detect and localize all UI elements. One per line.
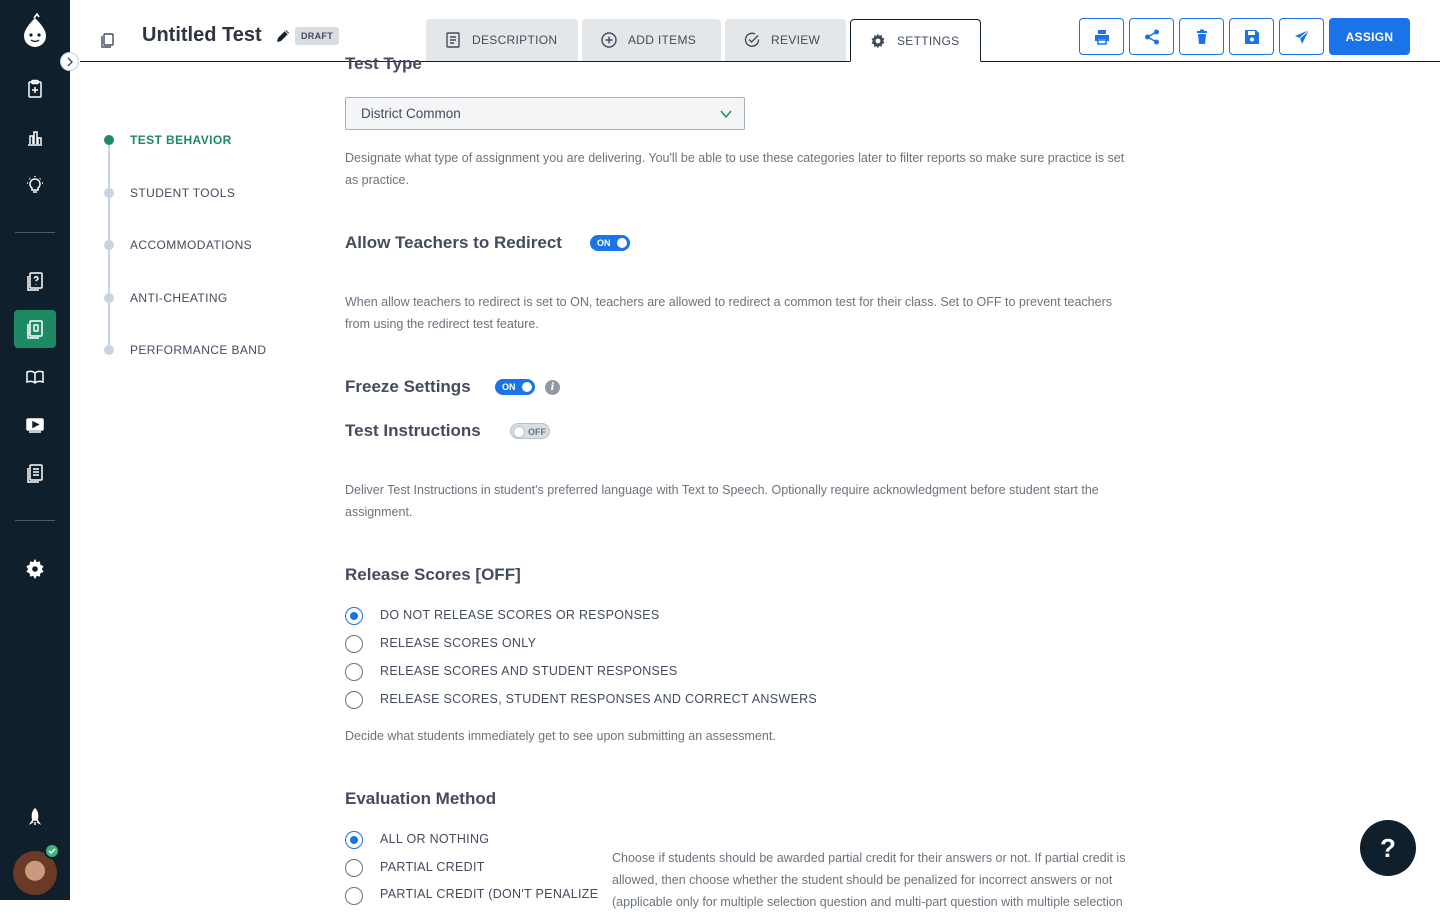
save-button[interactable] [1229,18,1274,55]
page-title: Untitled Test [142,24,262,46]
assignments-icon[interactable] [14,70,56,108]
rocket-icon[interactable] [14,798,56,836]
release-option-radio[interactable] [345,635,363,653]
publish-icon [1294,29,1310,45]
print-icon [1094,29,1110,45]
evaluation-option-radio[interactable] [345,887,363,905]
tab-label: ADD ITEMS [628,33,697,47]
release-option-label[interactable]: RELEASE SCORES ONLY [380,636,537,650]
nav-item-test-behavior[interactable]: TEST BEHAVIOR [130,133,232,147]
nav-dot [104,188,114,198]
nav-dot [104,345,114,355]
test-type-selected: District Common [361,106,461,121]
evaluation-option-radio[interactable] [345,859,363,877]
share-button[interactable] [1129,18,1174,55]
app-logo-icon[interactable] [22,14,48,48]
delete-icon [1194,29,1210,45]
release-option-label[interactable]: DO NOT RELEASE SCORES OR RESPONSES [380,608,660,622]
document-icon [444,31,462,49]
copy-icon[interactable] [99,31,117,49]
check-circle-icon [743,31,761,49]
status-badge: DRAFT [295,27,339,45]
nav-dot [104,240,114,250]
nav-item-anti-cheating[interactable]: ANTI-CHEATING [130,291,228,305]
content-icon[interactable] [14,454,56,492]
print-button[interactable] [1079,18,1124,55]
sidebar-divider [15,520,55,521]
nav-item-student-tools[interactable]: STUDENT TOOLS [130,186,236,200]
tab-description[interactable] [426,19,578,61]
release-scores-heading: Release Scores [OFF] [345,565,521,584]
publish-button[interactable] [1279,18,1324,55]
settings-icon[interactable] [14,550,56,588]
test-type-description: Designate what type of assignment you are delivering. You'll be able to use these categories later to filter reports so make sure practice is set as practice. [345,151,1125,187]
test-type-heading: Test Type [345,54,422,73]
redirect-heading: Allow Teachers to Redirect [345,233,562,252]
save-icon [1244,29,1260,45]
tab-add-items[interactable] [582,19,721,61]
evaluation-heading: Evaluation Method [345,789,497,808]
evaluation-option-label[interactable]: ALL OR NOTHING [380,832,490,846]
insights-icon[interactable] [14,166,56,204]
freeze-heading: Freeze Settings [345,377,471,396]
tab-label: DESCRIPTION [472,33,558,47]
release-option-label[interactable]: RELEASE SCORES, STUDENT RESPONSES AND CORRECT ANSWERS [380,692,818,706]
evaluation-option-label[interactable]: PARTIAL CREDIT [380,860,485,874]
header-divider [80,61,1440,62]
evaluation-option-radio[interactable] [345,831,363,849]
nav-item-performance-band[interactable]: PERFORMANCE BAND [130,343,267,357]
expand-sidebar-chevron-icon[interactable] [60,52,79,71]
sidebar-divider [15,232,55,233]
playlist-icon[interactable] [14,358,56,396]
share-icon [1144,29,1160,45]
delete-button[interactable] [1179,18,1224,55]
instructions-heading: Test Instructions [345,421,481,440]
evaluation-option-label[interactable]: PARTIAL CREDIT (DON'T PENALIZE [380,887,599,901]
test-library-icon[interactable] [14,310,56,348]
release-option-radio[interactable] [345,663,363,681]
release-scores-description: Decide what students immediately get to see upon submitting an assessment. [345,729,776,743]
instructions-toggle[interactable]: OFF [510,423,550,439]
info-icon[interactable]: i [545,380,560,395]
nav-dot [104,135,114,145]
gear-icon [869,32,887,50]
nav-item-accommodations[interactable]: ACCOMMODATIONS [130,238,253,252]
redirect-description: When allow teachers to redirect is set to ON, teachers are allowed to redirect a common test for their class. Set to OFF to prevent teachers from using the redirect test feature. [345,295,1112,331]
tab-label: SETTINGS [897,33,960,48]
redirect-toggle[interactable]: ON [590,235,630,251]
item-bank-icon[interactable] [14,262,56,300]
release-option-radio[interactable] [345,691,363,709]
freeze-toggle[interactable]: ON [495,379,535,395]
instructions-description: Deliver Test Instructions in student's preferred language with Text to Speech. Optionally require acknowledgment before student start the assignment. [345,483,1099,519]
release-option-radio[interactable] [345,607,363,625]
tab-label: REVIEW [771,33,821,47]
release-option-label[interactable]: RELEASE SCORES AND STUDENT RESPONSES [380,664,678,678]
online-check-icon [44,843,60,859]
tab-settings[interactable] [850,19,981,62]
tab-review[interactable] [725,19,846,61]
chevron-down-icon [720,109,732,119]
test-type-select[interactable] [345,97,745,130]
video-icon[interactable] [14,406,56,444]
evaluation-description: Choose if students should be awarded partial credit for their answers or not. If partial credit is allowed, then choose whether the student should be penalized for incorrect answers or not (applicable only for multiple selection question and multi-part question with multiple selection [612,851,1126,909]
nav-dot [104,293,114,303]
app-sidebar [0,0,70,900]
assign-button[interactable]: ASSIGN [1329,18,1410,55]
reports-icon[interactable] [14,118,56,156]
edit-pencil-icon[interactable] [274,27,292,45]
help-button[interactable]: ? [1360,820,1416,876]
plus-circle-icon [600,31,618,49]
